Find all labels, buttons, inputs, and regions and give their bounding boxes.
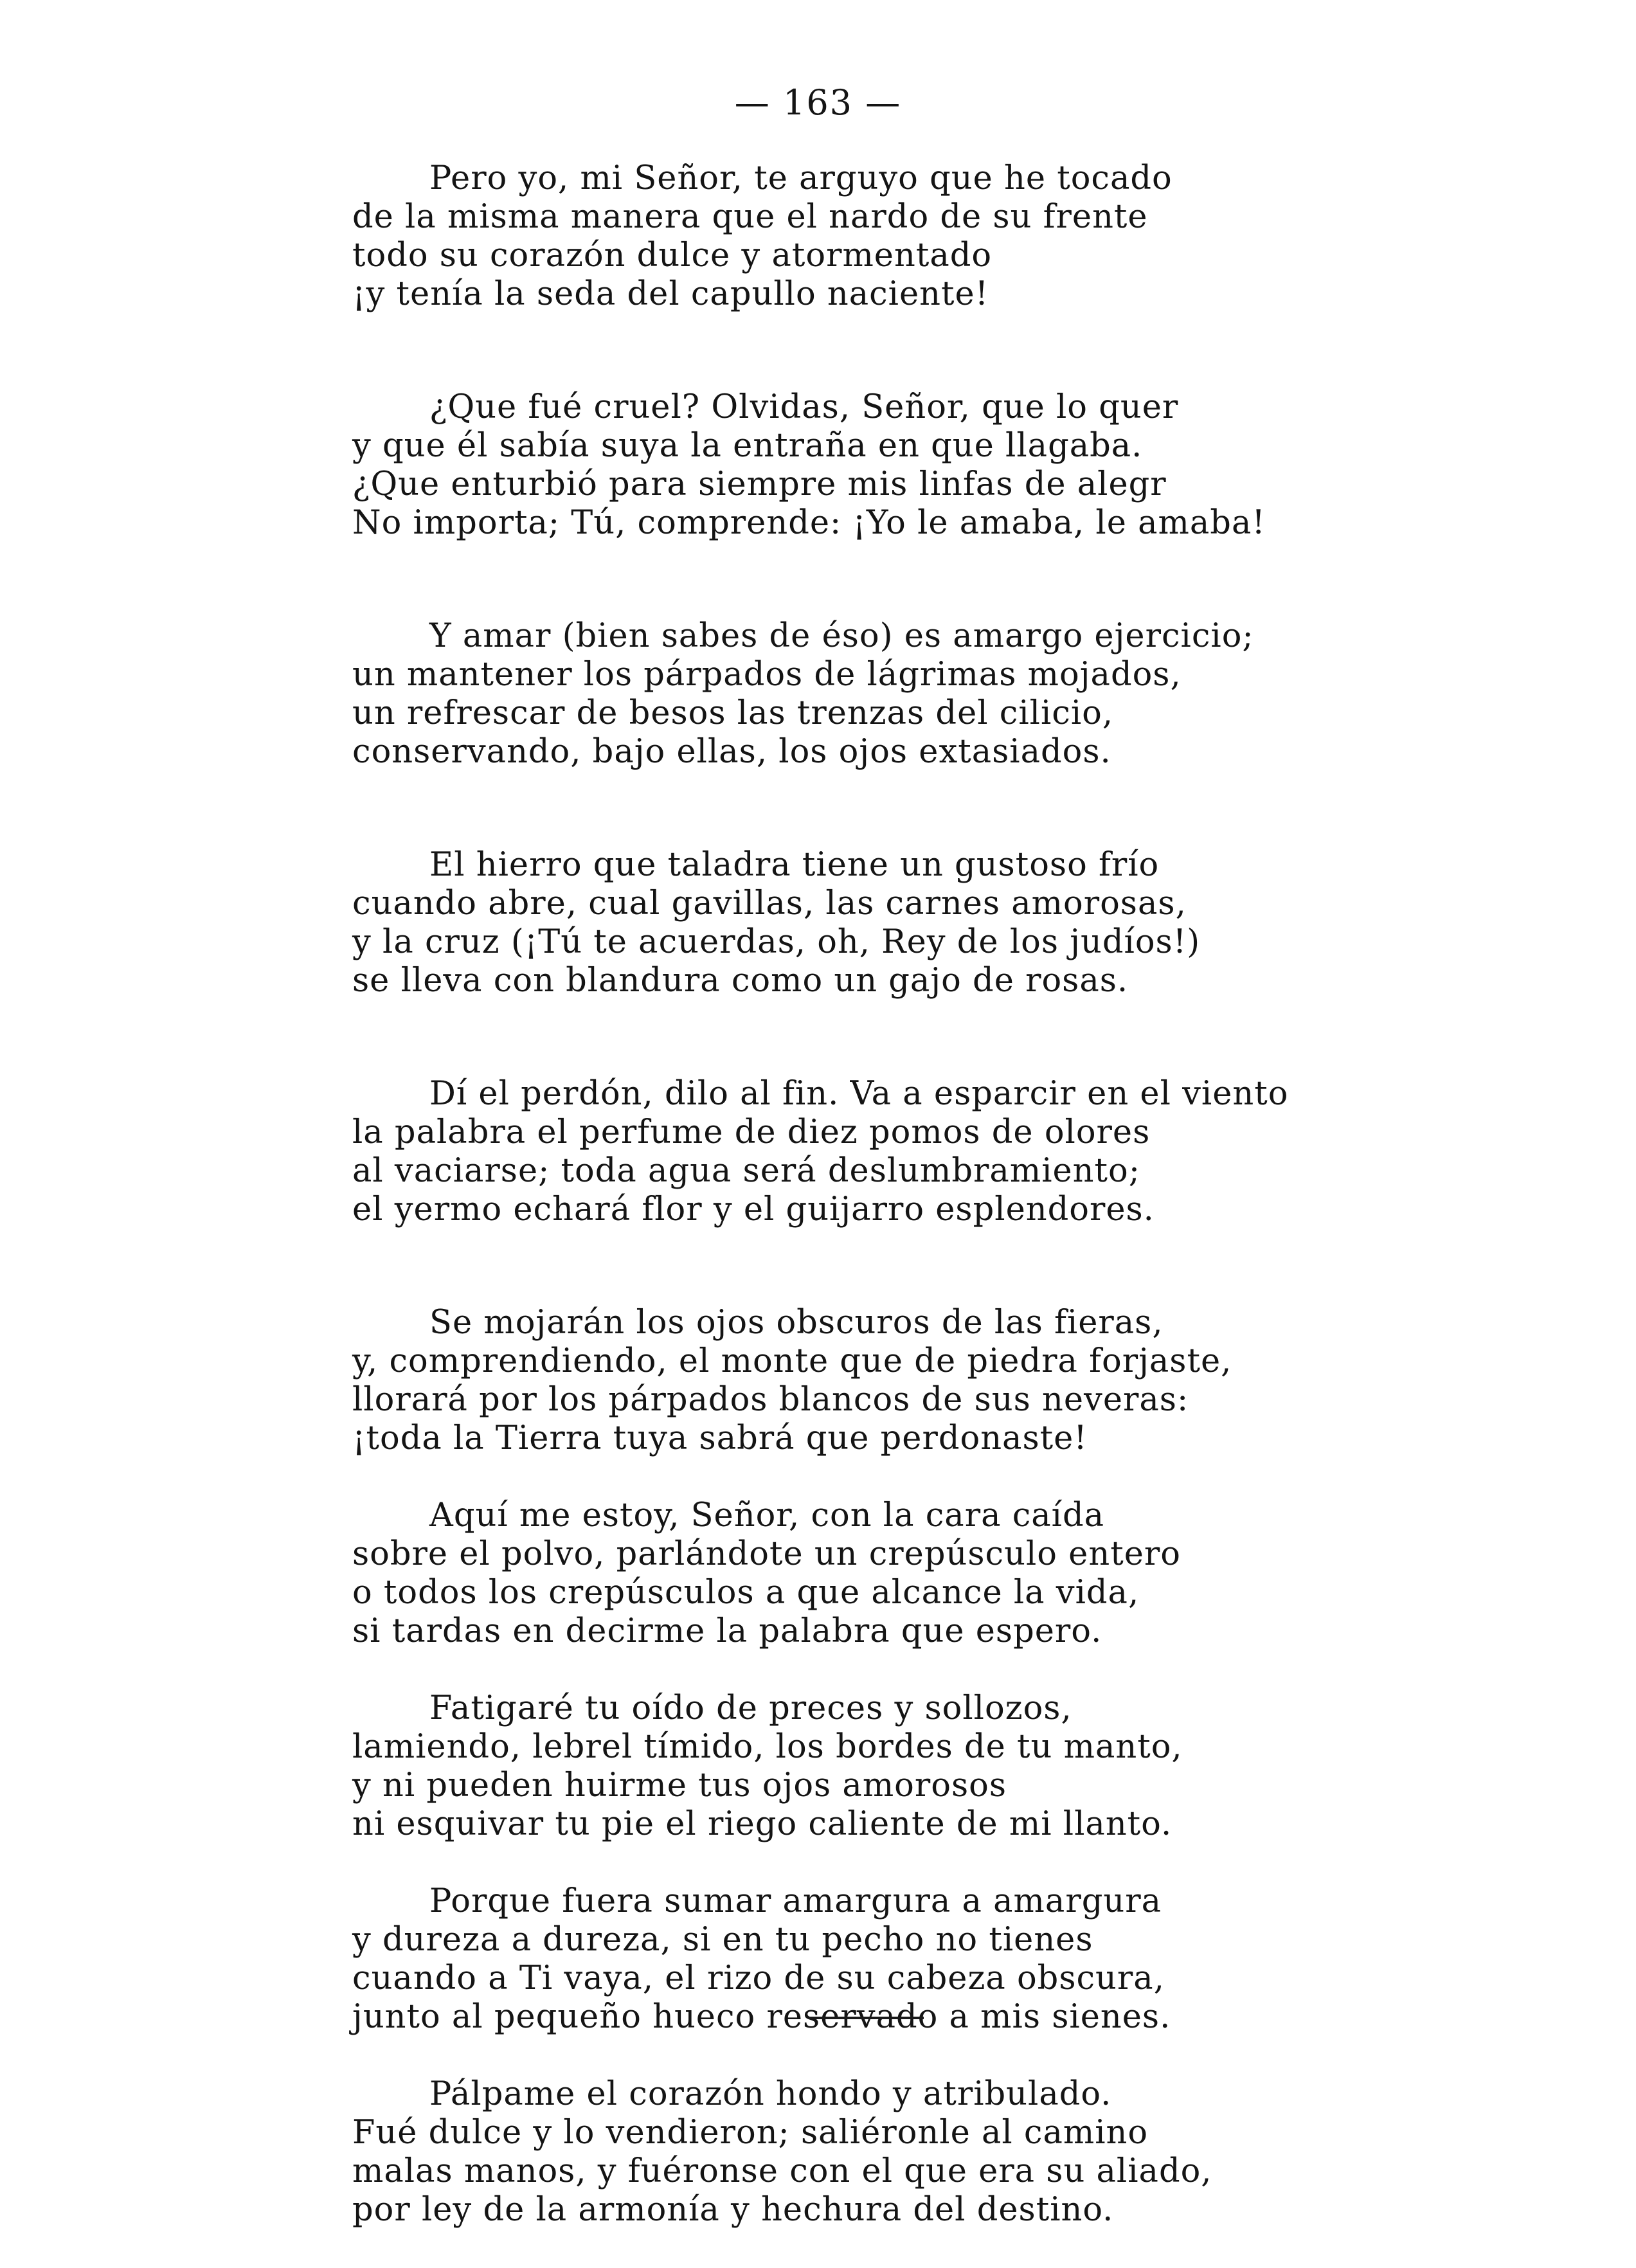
verse-line: Fué dulce y lo vendieron; saliéronle al camino: [352, 2114, 1149, 2152]
verse-line: No importa; Tú, comprende: ¡Yo le amaba, le amaba!: [352, 504, 1266, 542]
stanza: [352, 1882, 1317, 2037]
verse-line: Aquí me estoy, Señor, con la cara caída: [429, 1497, 1105, 1534]
verse-line: junto al pequeño hueco reservado a mis sienes.: [352, 1998, 1171, 2036]
stanza: [352, 1689, 1317, 1844]
verse-line: si tardas en decirme la palabra que espero.: [352, 1612, 1102, 1650]
verse-line: Se mojarán los ojos obscuros de las fieras,: [429, 1304, 1164, 1342]
verse-line: Pálpame el corazón hondo y atribulado.: [429, 2075, 1112, 2113]
stanza: [352, 846, 1317, 1000]
page-number: — 163 —: [734, 82, 902, 123]
verse-line: un mantener los párpados de lágrimas mojados,: [352, 656, 1182, 694]
verse-line: ni esquivar tu pie el riego caliente de mi llanto.: [352, 1805, 1173, 1843]
verse-line: y la cruz (¡Tú te acuerdas, oh, Rey de los judíos!): [352, 923, 1201, 961]
verse-line: o todos los crepúsculos a que alcance la vida,: [352, 1574, 1140, 1612]
verse-line: se lleva con blandura como un gajo de rosas.: [352, 962, 1129, 1000]
stanza: [352, 1075, 1317, 1229]
verse-line: lamiendo, lebrel tímido, los bordes de tu manto,: [352, 1728, 1183, 1766]
verse-line: llorará por los párpados blancos de sus neveras:: [352, 1381, 1189, 1419]
stanza: [352, 617, 1317, 771]
verse-line: Y amar (bien sabes de éso) es amargo ejercicio;: [429, 617, 1254, 655]
stanza: [352, 1497, 1317, 1651]
verse-line: al vaciarse; toda agua será deslumbramiento;: [352, 1152, 1140, 1190]
verse-line: todo su corazón dulce y atormentado: [352, 237, 993, 274]
verse-line: y ni pueden huirme tus ojos amorosos: [352, 1767, 1007, 1805]
verse-line: cuando a Ti vaya, el rizo de su cabeza obscura,: [352, 1959, 1165, 1997]
verse-line: Fatigaré tu oído de preces y sollozos,: [429, 1689, 1072, 1727]
stanza: [352, 1304, 1317, 1458]
verse-line: Pero yo, mi Señor, te arguyo que he tocado: [429, 159, 1173, 197]
verse-line: el yermo echará flor y el guijarro esplendores.: [352, 1191, 1155, 1228]
poem-body: [352, 159, 1317, 2268]
verse-line: ¡toda la Tierra tuya sabrá que perdonaste!: [352, 1419, 1088, 1457]
verse-line: de la misma manera que el nardo de su frente: [352, 198, 1148, 236]
verse-line: ¿Que enturbió para siempre mis linfas de alegr: [352, 465, 1167, 503]
stanza: [352, 159, 1317, 314]
verse-line: y dureza a dureza, si en tu pecho no tienes: [352, 1921, 1093, 1959]
verse-line: ¿Que fué cruel? Olvidas, Señor, que lo quer: [429, 388, 1179, 426]
verse-line: Dí el perdón, dilo al fin. Va a esparcir en el viento: [429, 1075, 1289, 1113]
verse-line: malas manos, y fuéronse con el que era su aliado,: [352, 2152, 1212, 2190]
verse-line: ¡y tenía la seda del capullo naciente!: [352, 275, 989, 313]
stanza: [352, 388, 1317, 543]
verse-line: conservando, bajo ellas, los ojos extasiados.: [352, 733, 1111, 771]
end-rule-divider: [809, 2017, 924, 2019]
verse-line: El hierro que taladra tiene un gustoso frío: [429, 846, 1160, 884]
verse-line: y que él sabía suya la entraña en que llagaba.: [352, 427, 1143, 465]
verse-line: y, comprendiendo, el monte que de piedra forjaste,: [352, 1342, 1232, 1380]
verse-line: por ley de la armonía y hechura del destino.: [352, 2191, 1114, 2229]
verse-line: sobre el polvo, parlándote un crepúsculo entero: [352, 1535, 1181, 1573]
verse-line: la palabra el perfume de diez pomos de olores: [352, 1113, 1151, 1151]
verse-line: Porque fuera sumar amargura a amargura: [429, 1882, 1162, 1920]
stanza: [352, 2075, 1317, 2229]
verse-line: cuando abre, cual gavillas, las carnes amorosas,: [352, 885, 1187, 923]
verse-line: un refrescar de besos las trenzas del cilicio,: [352, 694, 1114, 732]
